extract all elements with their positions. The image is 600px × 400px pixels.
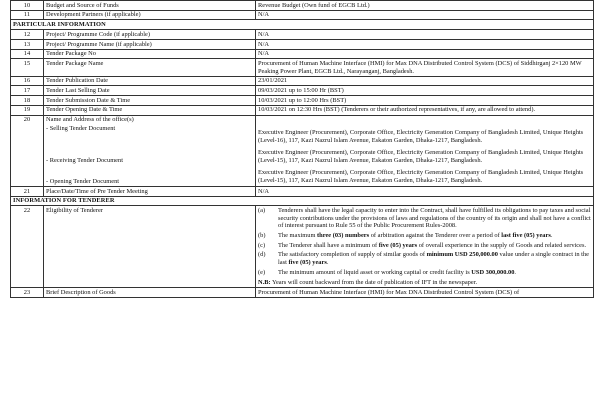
table-row <box>11 96 594 106</box>
text-run: . <box>550 231 553 239</box>
row-value: N/A <box>256 39 594 49</box>
row-number: 20 <box>11 115 44 186</box>
text-run: . <box>326 258 329 266</box>
text-run: The minimum amount of liquid asset or working capital or credit facility is <box>278 268 472 276</box>
receiving-document-label: - Receiving Tender Document <box>46 157 123 165</box>
table-row <box>11 187 594 197</box>
table-row <box>11 288 594 298</box>
section-header-particular <box>11 20 594 30</box>
table-row-office-addresses <box>11 115 594 186</box>
row-label: Development Partners (if applicable) <box>44 10 256 20</box>
row-value: 09/03/2021 up to 15:00 Hr (BST) <box>256 86 594 96</box>
row-number: 22 <box>11 206 44 288</box>
item-letter: (e) <box>258 268 266 276</box>
row-number: 13 <box>11 39 44 49</box>
list-item <box>258 207 591 232</box>
text-run: The Tenderer shall have a minimum of <box>278 241 379 249</box>
tender-notice-document <box>10 0 593 298</box>
row-value: 10/03/2021 up to 12:00 Hrs (BST) <box>256 96 594 106</box>
text-run-bold: USD 300,000.00 <box>471 268 515 276</box>
table-row <box>11 105 594 115</box>
row-value: Procurement of Human Machine Interface (HMI) for Max DNA Distributed Control System (DCS) of <box>256 288 594 298</box>
item-text <box>278 251 591 268</box>
item-letter: (d) <box>258 251 266 259</box>
text-run: . <box>514 268 517 276</box>
table-row <box>11 1 594 11</box>
row-number: 10 <box>11 1 44 11</box>
text-run-bold: five (05) years <box>288 258 327 266</box>
section-title: PARTICULAR INFORMATION <box>11 20 594 30</box>
text-run-bold: five (05) years <box>378 241 418 249</box>
receiving-office-address: Executive Engineer (Procurement), Corporate Office, Electricity Generation Company of Bangladesh Limited, Unique Heights (Level-15), 117, Kazi Nazrul Islam Avenue, Eskaton Garden, Dhaka-1217, Bangladesh. <box>258 149 584 164</box>
item-letter: (c) <box>258 241 266 249</box>
row-label: Tender Package No <box>44 49 256 59</box>
row-value <box>256 206 594 288</box>
row-value: N/A <box>256 30 594 40</box>
section-title: INFORMATION FOR TENDERER <box>11 196 594 206</box>
text-run: of arbitration against the Tenderer over a period of <box>369 231 502 239</box>
table-row <box>11 86 594 96</box>
text-run: value under a single contract in the last <box>278 251 589 266</box>
table-row <box>11 30 594 40</box>
row-number: 18 <box>11 96 44 106</box>
selling-document-label: - Selling Tender Document <box>46 124 116 132</box>
list-item <box>258 242 591 252</box>
row-number: 16 <box>11 76 44 86</box>
office-address-heading: Name and Address of the office(s) <box>46 116 134 124</box>
text-run-bold: three (03) numbers <box>317 231 370 239</box>
row-number: 19 <box>11 105 44 115</box>
row-number: 15 <box>11 59 44 76</box>
row-number: 14 <box>11 49 44 59</box>
row-label: Place/Date/Time of Pre Tender Meeting <box>44 187 256 197</box>
row-number: 23 <box>11 288 44 298</box>
table-row <box>11 39 594 49</box>
table-row <box>11 59 594 76</box>
row-label: Project/ Programme Code (if applicable) <box>44 30 256 40</box>
eligibility-note <box>258 279 591 287</box>
row-value: Procurement of Human Machine Interface (HMI) for Max DNA Distributed Control System (DCS) of Siddhirganj 2×120 MW Peaking Power Plant, EGCB Ltd., Narayanganj, Bangladesh. <box>256 59 594 76</box>
text-run: of overall experience in the supply of Goods and related services. <box>417 241 587 249</box>
list-item <box>258 232 591 242</box>
row-value: N/A <box>256 49 594 59</box>
row-value: 10/03/2021 on 12:30 Hrs (BST) (Tenderers or their authorized representatives, if any, are allowed to attend). <box>256 105 594 115</box>
row-label: Tender Publication Date <box>44 76 256 86</box>
opening-document-label: - Opening Tender Document <box>46 177 120 185</box>
text-run-bold: minimum USD 250,000.00 <box>426 251 498 259</box>
table-row <box>11 49 594 59</box>
row-value: Revenue Budget (Own fund of EGCB Ltd.) <box>256 1 594 11</box>
item-text <box>278 242 591 252</box>
row-value: N/A <box>256 10 594 20</box>
section-header-tenderer <box>11 196 594 206</box>
note-text: Years will count backward from the date of publication of IFT in the newspaper. <box>270 278 478 286</box>
row-number: 17 <box>11 86 44 96</box>
table-row <box>11 76 594 86</box>
row-label: Project/ Programme Name (if applicable) <box>44 39 256 49</box>
row-number: 12 <box>11 30 44 40</box>
table-row <box>11 10 594 20</box>
list-item <box>258 251 591 268</box>
item-text: Tenderers shall have the legal capacity to enter into the Contract, shall have fulfilled its obligations to pay taxes and social security contributions under the provisions of laws and regulations of the country of its origin and shall not have a conflict of interest pursuant to Rule 55 of the Public Procurement Rules-2008. <box>278 207 591 230</box>
row-label <box>44 115 256 186</box>
opening-office-address: Executive Engineer (Procurement), Corporate Office, Electricity Generation Company of Bangladesh Limited, Unique Heights (Level-15), 117, Kazi Nazrul Islam Avenue, Eskaton Garden, Dhaka-1217, Bangladesh. <box>258 169 584 184</box>
row-number: 21 <box>11 187 44 197</box>
row-label: Eligibility of Tenderer <box>44 206 256 288</box>
row-label: Tender Submission Date & Time <box>44 96 256 106</box>
text-run: The maximum <box>278 231 318 239</box>
row-label: Tender Package Name <box>44 59 256 76</box>
list-item <box>258 269 591 279</box>
row-label: Budget and Source of Funds <box>44 1 256 11</box>
item-letter: (a) <box>258 207 266 215</box>
row-value: 23/01/2021 <box>256 76 594 86</box>
row-label: Brief Description of Goods <box>44 288 256 298</box>
item-text <box>278 232 591 242</box>
note-prefix: N.B: <box>258 278 271 286</box>
eligibility-list <box>258 207 591 278</box>
tender-notice-table <box>10 0 594 298</box>
row-label: Tender Last Selling Date <box>44 86 256 96</box>
item-letter: (b) <box>258 231 266 239</box>
row-value: N/A <box>256 187 594 197</box>
text-run: The satisfactory completion of supply of similar goods of <box>278 251 427 259</box>
text-run-bold: last five (05) years <box>501 231 551 239</box>
row-value <box>256 115 594 186</box>
selling-office-address: Executive Engineer (Procurement), Corporate Office, Electricity Generation Company of Bangladesh Limited, Unique Heights (Level-16), 117, Kazi Nazrul Islam Avenue, Eskaton Garden, Dhaka-1217, Bangladesh. <box>258 129 584 144</box>
row-number: 11 <box>11 10 44 20</box>
item-text <box>278 269 591 279</box>
table-row-eligibility <box>11 206 594 288</box>
row-label: Tender Opening Date & Time <box>44 105 256 115</box>
